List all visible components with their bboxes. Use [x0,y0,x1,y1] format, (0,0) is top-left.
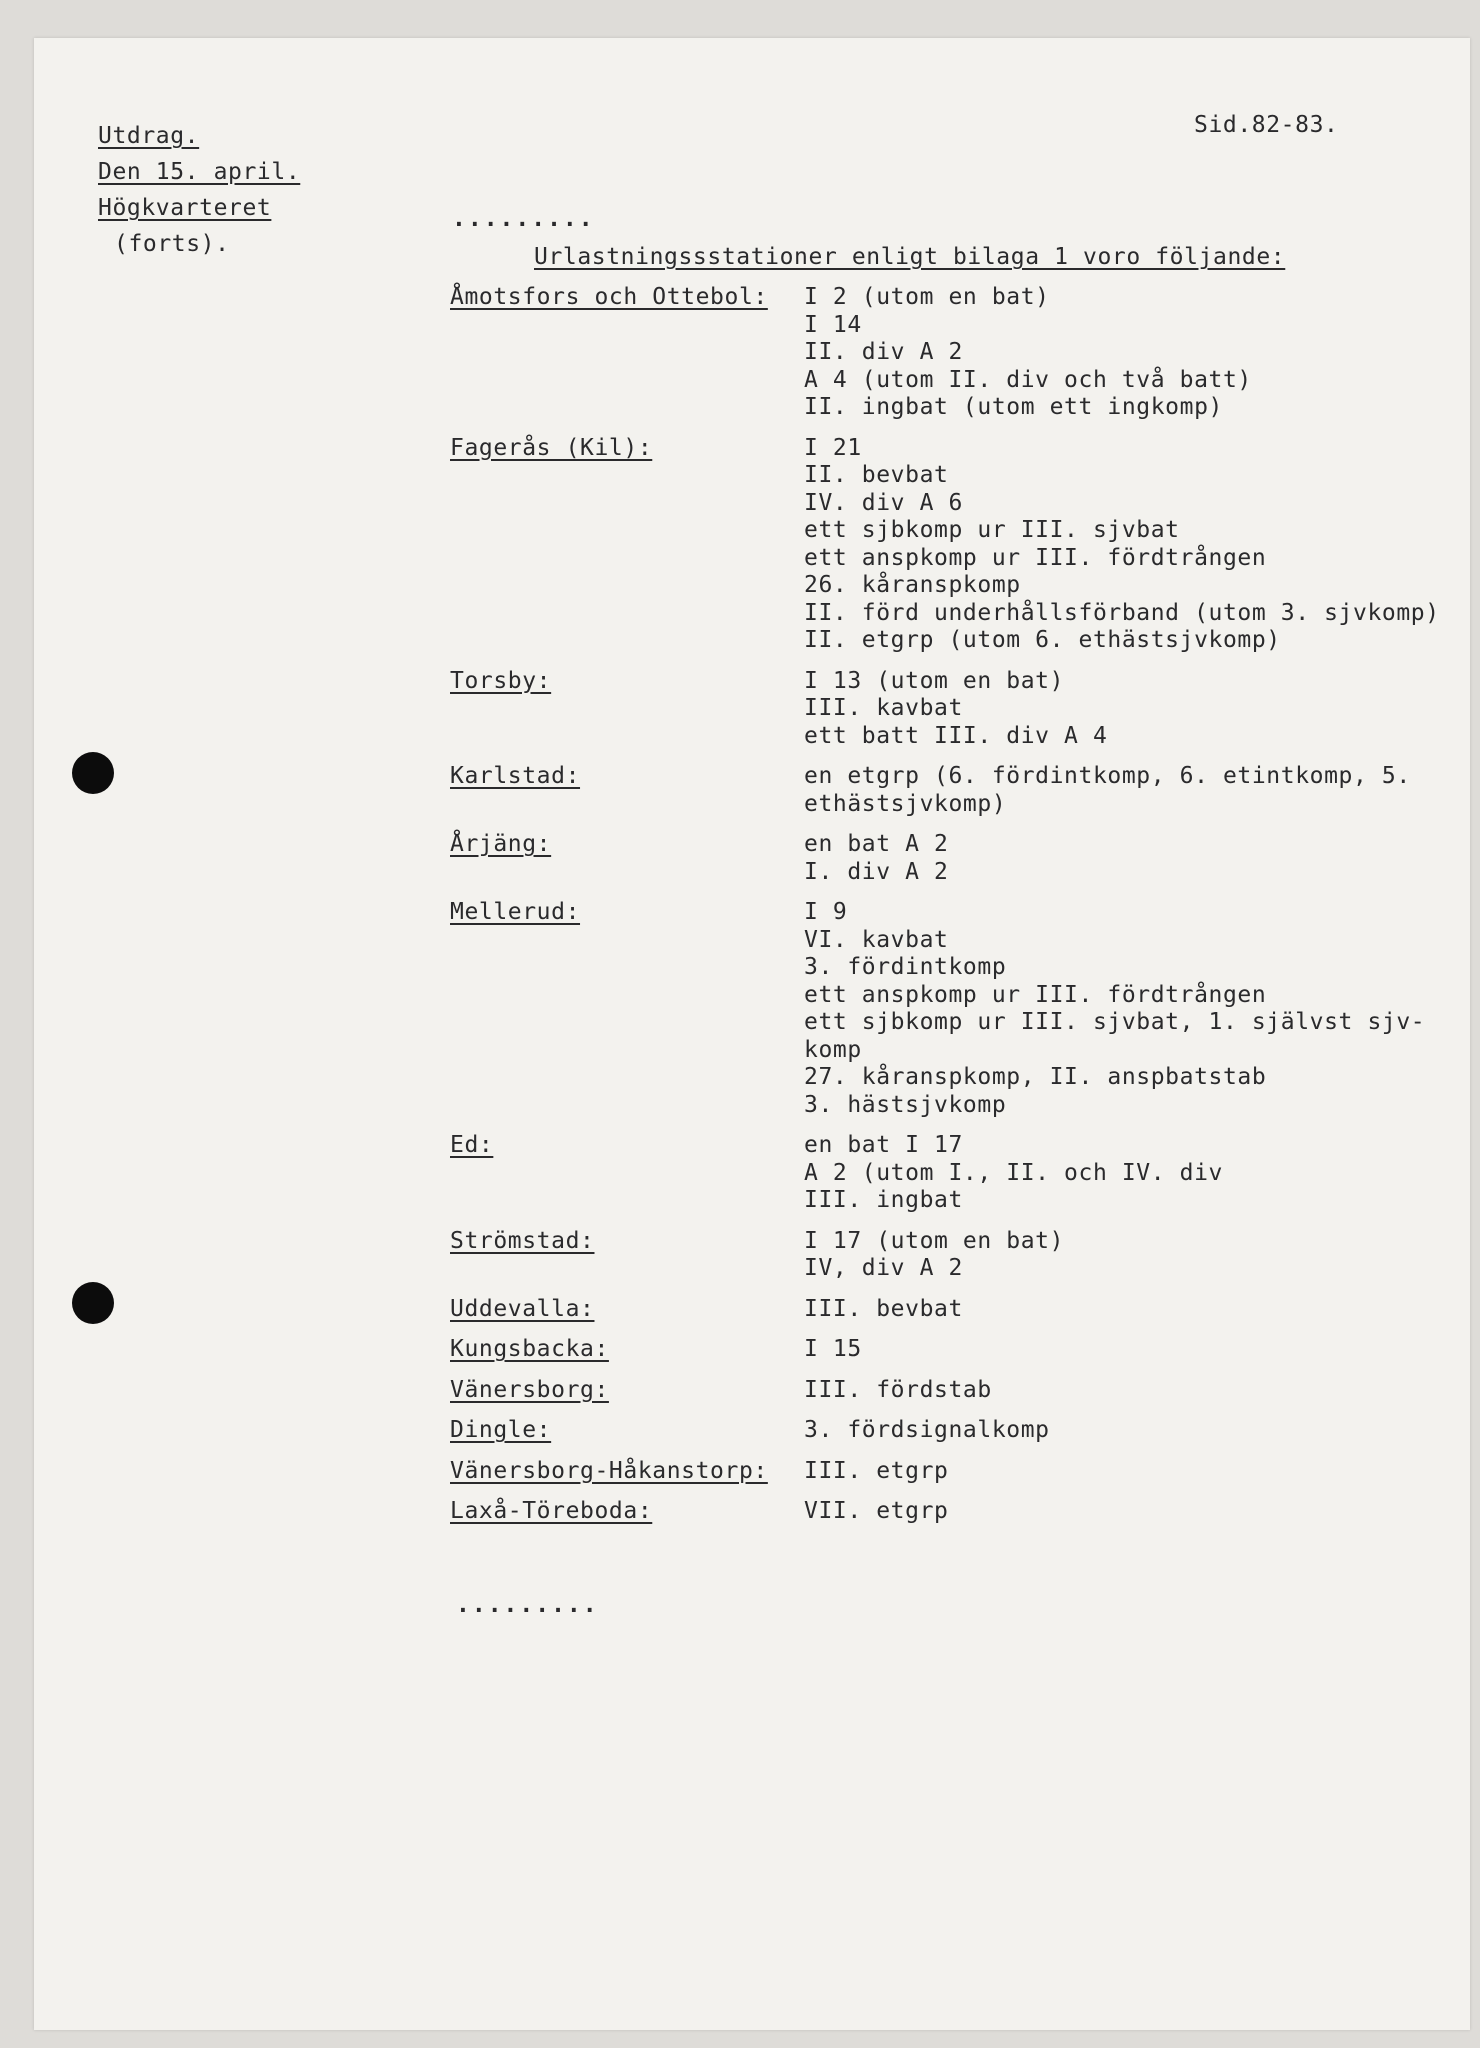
station-name: Åmotsfors och Ottebol: [450,284,768,310]
unit-line: I 21 [804,434,862,461]
station-entry [450,284,1450,422]
station-list [450,284,1450,1539]
punch-hole-upper [72,752,114,794]
unit-line: komp [804,1036,862,1063]
unit-list [804,1417,1050,1445]
unit-line: II. div A 2 [804,339,963,365]
station-name: Uddevalla: [450,1295,595,1322]
station-entry [450,1498,1450,1526]
header-line: (forts). [114,231,230,257]
unit-line: IV. div A 6 [804,489,963,516]
unit-line: III. bevbat [804,1295,963,1322]
station-entry [450,1417,1450,1445]
station-name: Ed: [450,1132,494,1158]
page-reference: Sid.82-83. [1194,112,1339,138]
unit-list [804,763,1411,818]
ellipsis-top: ......... [452,206,595,232]
unit-line: II. bevbat [804,462,949,488]
unit-line: III. ingbat [804,1187,963,1213]
unit-line: I 2 (utom en bat) [804,284,1050,310]
unit-line: en etgrp (6. fördintkomp, 6. etintkomp, 5. [804,763,1411,789]
station-entry [450,1458,1450,1486]
document-header-left [98,118,300,262]
unit-list [804,1296,963,1324]
unit-line: VII. etgrp [804,1498,949,1524]
unit-line: ethästsjvkomp) [804,790,1007,817]
station-name: Vänersborg-Håkanstorp: [450,1457,768,1484]
station-entry [450,435,1450,655]
station-name: Strömstad: [450,1227,595,1254]
station-entry [450,763,1450,818]
unit-line: II. etgrp (utom 6. ethästsjvkomp) [804,627,1281,653]
station-name: Vänersborg: [450,1376,609,1403]
unit-line: II. ingbat (utom ett ingkomp) [804,394,1223,420]
unit-line: en bat I 17 [804,1132,963,1158]
unit-line: II. förd underhållsförband (utom 3. sjvkomp) [804,599,1440,626]
unit-line: I 14 [804,311,862,338]
unit-line: ett sjbkomp ur III. sjvbat [804,517,1180,543]
unit-list [804,899,1425,1119]
unit-line: I 9 [804,899,848,925]
station-name: Mellerud: [450,899,581,925]
unit-line: ett batt III. div A 4 [804,722,1108,749]
unit-line: en bat A 2 [804,831,949,857]
station-name: Dingle: [450,1417,552,1443]
station-name: Fagerås (Kil): [450,434,653,461]
unit-list [804,1498,948,1526]
unit-line: 3. hästsjvkomp [804,1091,1007,1118]
station-entry [450,831,1450,886]
unit-line: I 15 [804,1336,862,1362]
station-entry [450,1336,1450,1364]
unit-list [804,831,948,886]
station-name: Laxå-Töreboda: [450,1498,653,1524]
unit-line: III. etgrp [804,1457,949,1484]
unit-line: 3. fördintkomp [804,954,1007,980]
unit-line: 3. fördsignalkomp [804,1417,1050,1443]
station-entry [450,899,1450,1119]
unit-list [804,1458,948,1486]
station-name: Kungsbacka: [450,1336,609,1362]
unit-line: I 17 (utom en bat) [804,1227,1065,1254]
section-heading: Urlastningssstationer enligt bilaga 1 voro följande: [534,244,1286,270]
header-line: Den 15. april. [98,159,301,185]
unit-line: IV, div A 2 [804,1255,963,1281]
header-line: Utdrag. [98,123,200,149]
station-entry [450,1377,1450,1405]
station-entry [450,668,1450,751]
unit-line: ett anspkomp ur III. fördtrången [804,981,1267,1008]
punch-hole-lower [72,1282,114,1324]
unit-list [804,1228,1064,1283]
station-name: Karlstad: [450,763,581,789]
header-line: Högkvarteret [98,195,272,221]
unit-line: I. div A 2 [804,858,949,885]
unit-line: A 2 (utom I., II. och IV. div [804,1159,1223,1186]
unit-line: I 13 (utom en bat) [804,667,1065,694]
station-name: Årjäng: [450,831,552,857]
unit-list [804,1132,1223,1215]
ellipsis-bottom: ......... [456,1592,599,1618]
unit-line: 27. kåranspkomp, II. anspbatstab [804,1064,1267,1090]
unit-list [804,668,1107,751]
unit-line: VI. kavbat [804,926,949,953]
station-entry [450,1296,1450,1324]
unit-line: A 4 (utom II. div och två batt) [804,366,1252,393]
unit-line: ett anspkomp ur III. fördtrången [804,544,1267,571]
unit-list [804,1377,992,1405]
unit-list [804,435,1440,655]
station-entry [450,1132,1450,1215]
unit-list [804,284,1252,422]
station-name: Torsby: [450,667,552,694]
station-entry [450,1228,1450,1283]
unit-line: 26. kåranspkomp [804,572,1021,598]
unit-line: III. fördstab [804,1376,992,1403]
unit-line: ett sjbkomp ur III. sjvbat, 1. självst sjv- [804,1009,1426,1035]
unit-list [804,1336,862,1364]
unit-line: III. kavbat [804,695,963,721]
